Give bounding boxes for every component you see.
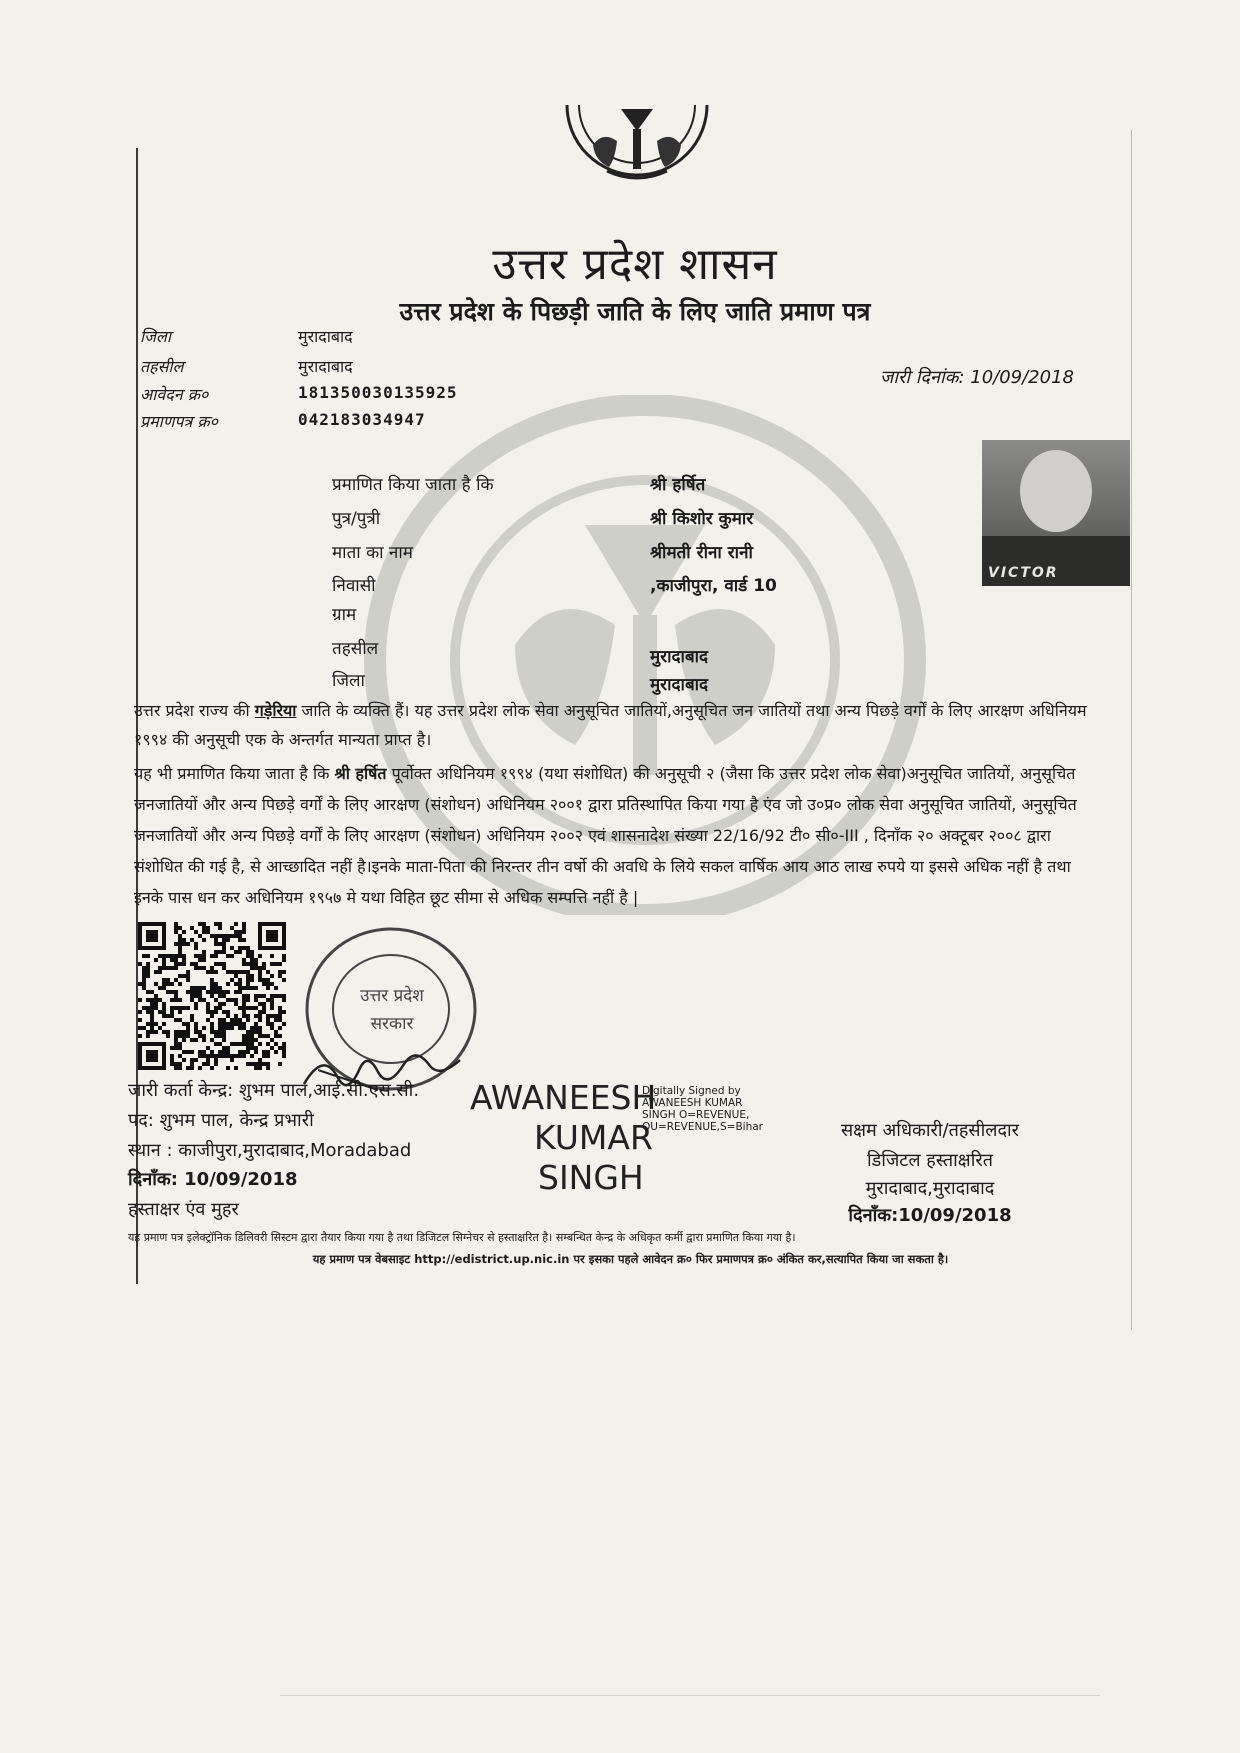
caste-name: गड़ेरिया <box>254 701 297 720</box>
footer-note: यह प्रमाण पत्र इलेक्ट्रॉनिक डिलिवरी सिस्टम द्वारा तैयार किया गया है तथा डिजिटल सिग्नेचर से हस्ताक्षरित है। सम्बन्धित केन्द्र के अधिकृत कर्मी द्वारा प्रमाणित किया गया है। <box>128 1231 796 1244</box>
state-emblem-icon <box>563 105 711 187</box>
tehsil-field-label: तहसील <box>332 639 379 659</box>
authority-date: दिनाँक:10/09/2018 <box>848 1205 1012 1226</box>
certificate-no-label: प्रमाणपत्र क्र० <box>140 412 218 431</box>
applicant-name: श्री हर्षित <box>650 475 706 495</box>
certificate-title: उत्तर प्रदेश के पिछड़ी जाति के लिए जाति प्रमाण पत्र <box>399 297 871 326</box>
government-title: उत्तर प्रदेश शासन <box>492 239 778 290</box>
certificate-no-value: 042183034947 <box>298 410 426 429</box>
digital-signer-name: AWANEESH KUMAR SINGH <box>470 1078 657 1197</box>
applicant-photo <box>982 440 1130 586</box>
certify-label: प्रमाणित किया जाता है कि <box>332 475 494 495</box>
district-label: जिला <box>140 327 172 346</box>
digital-signature-details: Digitally Signed by AWANEESH KUMAR SINGH O=REVENUE, OU=REVENUE,S=Bihar <box>642 1085 763 1133</box>
photo-caption: VICTOR <box>988 565 1059 581</box>
seal-text: उत्तर प्रदेश सरकार <box>360 986 424 1034</box>
district-field-value: मुरादाबाद <box>650 675 709 695</box>
mother-label: माता का नाम <box>332 543 413 563</box>
father-name: श्री किशोर कुमार <box>650 509 754 529</box>
authority-title: सक्षम अधिकारी/तहसीलदार <box>840 1120 1020 1141</box>
resident-label: निवासी <box>332 576 376 596</box>
tehsil-field-value: मुरादाबाद <box>650 647 709 667</box>
applicant-name-inline: श्री हर्षित <box>334 764 387 783</box>
district-field-label: जिला <box>332 671 365 691</box>
tehsil-value: मुरादाबाद <box>298 357 353 376</box>
issuer-post: पद: शुभम पाल, केन्द्र प्रभारी <box>128 1110 314 1131</box>
application-no-label: आवेदन क्र० <box>140 385 209 404</box>
certification-paragraph: यह भी प्रमाणित किया जाता है कि श्री हर्षित पूर्वोक्त अधिनियम १९९४ (यथा संशोधित) की अनुसूची २ (जैसा कि उत्तर प्रदेश लोक सेवा)अनुसूचित जातियों, अनुसूचित जनजातियों और अन्य पिछड़े वर्गों के लिए आरक्षण (संशोधन) अधिनियम २००१ द्वारा प्रतिस्थापित किया गया है एंव जो उ०प्र० लोक सेवा अनुसूचित जातियों, अनुसूचित जनजातियों और अन्य पिछड़े वर्गों के लिए आरक्षण (संशोधन) अधिनियम २००२ एवं शासनादेश संख्या 22/16/92 टी० सी०-III , दिनाँक २० अक्टूबर २००८ द्वारा संशोधित की गई है, से आच्छादित नहीं है।इनके माता-पिता की निरन्तर तीन वर्षो की अवधि के लिये सकल वार्षिक आय आठ लाख रुपये या इससे अधिक नहीं है तथा इनके पास धन कर अधिनियम १९५७ मे यथा विहित छूट सीमा से अधिक सम्पत्ति नहीं है | <box>134 764 1077 907</box>
caste-paragraph: उत्तर प्रदेश राज्य की गड़ेरिया जाति के व्यक्ति हैं। यह उत्तर प्रदेश लोक सेवा अनुसूचित जातियों,अनुसूचित जन जातियों तथा अन्य पिछड़े वर्गों के लिए आरक्षण अधिनियम १९९४ की अनुसूची एक के अन्तर्गत मान्यता प्राप्त है। <box>134 701 1087 749</box>
authority-signed: डिजिटल हस्ताक्षरित <box>867 1150 993 1171</box>
village-label: ग्राम <box>332 605 357 625</box>
footer-verify-note: यह प्रमाण पत्र वेबसाइट http://edistrict.up.nic.in पर इसका पहले आवेदन क्र० फिर प्रमाणपत्र क्र० अंकित कर,सत्यापित किया जा सकता है। <box>312 1252 949 1266</box>
son-daughter-label: पुत्र/पुत्री <box>332 509 381 529</box>
application-no-value: 181350030135925 <box>298 383 458 402</box>
issue-date: जारी दिनांक: 10/09/2018 <box>880 367 1074 388</box>
issuer-place: स्थान : काजीपुरा,मुरादाबाद,Moradabad <box>128 1140 412 1161</box>
qr-code <box>138 922 286 1070</box>
frame-right-border <box>1131 130 1132 1330</box>
authority-place: मुरादाबाद,मुरादाबाद <box>865 1178 995 1199</box>
resident-value: ,काजीपुरा, वार्ड 10 <box>650 576 777 596</box>
issuing-center: जारी कर्ता केन्द्र: शुभम पाल,आई.सी.एस.सी. <box>128 1080 420 1101</box>
district-value: मुरादाबाद <box>298 327 353 346</box>
tehsil-label: तहसील <box>140 357 184 376</box>
signature-seal-label: हस्ताक्षर एंव मुहर <box>128 1199 239 1220</box>
issuer-date: दिनाँक: 10/09/2018 <box>128 1169 298 1190</box>
scan-line <box>280 1695 1100 1696</box>
mother-name: श्रीमती रीना रानी <box>650 543 753 563</box>
